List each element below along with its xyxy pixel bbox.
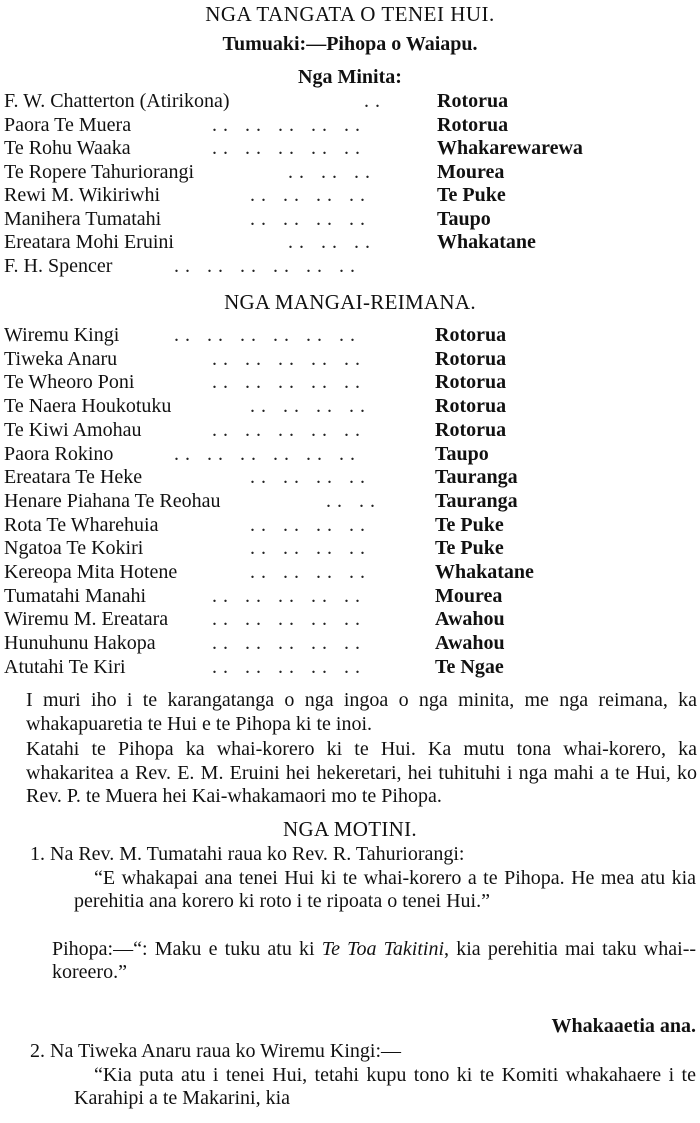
motions-heading: NGA MOTINI. (283, 817, 417, 841)
minister-place: Te Puke (437, 184, 506, 206)
minister-place: Rotorua (437, 113, 509, 136)
layman-row (0, 537, 700, 561)
motion-2-quote (74, 1064, 696, 1110)
layman-place: Tauranga (435, 466, 518, 489)
minister-name: F. W. Chatterton (Atirikona) (4, 90, 230, 112)
layman-leader-dots: .. .. .. .. (250, 537, 371, 560)
layman-row (0, 490, 700, 514)
layman-leader-dots: .. .. .. .. .. .. (174, 442, 361, 465)
layman-row (0, 632, 700, 656)
layman-name: Te Kiwi Amohau (4, 418, 142, 441)
layman-place: Tauranga (435, 489, 518, 512)
minister-row (0, 90, 700, 114)
layman-place: Rotorua (435, 371, 507, 394)
layman-leader-dots: .. .. .. .. .. (212, 655, 366, 678)
minister-row (0, 255, 700, 279)
layman-name: Paora Rokino (4, 442, 114, 465)
minister-leader-dots: .. .. .. (288, 160, 376, 183)
layman-leader-dots: .. .. .. .. .. .. (174, 324, 361, 346)
layman-row (0, 419, 700, 443)
layman-name: Rota Te Wharehuia (4, 513, 159, 536)
paragraph-address-text: Katahi te Pihopa ka whai-korero ki te Hui. Ka mutu tona whai-korero, ka whakaritea a Rev. E. M. Eruini hei hekeretari, hei tuhituhi i nga mahi a te Hui, ko Rev. P. te Muera hei Kai-whakamaori mo te Pihopa. (26, 738, 697, 807)
layman-place: Rotorua (435, 347, 507, 370)
minister-leader-dots: .. .. .. .. .. (212, 113, 366, 136)
layman-name: Ereatara Te Heke (4, 466, 143, 489)
minister-name: F. H. Spencer (4, 254, 113, 277)
motion-1-reply-suffix: , kia perehitia mai taku whai--koreero.” (52, 938, 697, 983)
layman-place: Taupo (435, 442, 489, 465)
paragraph-opening (4, 689, 697, 736)
minister-row (0, 137, 700, 161)
minister-name: Manihera Tumatahi (4, 207, 162, 230)
paragraph-address (4, 738, 697, 809)
layman-place: Te Puke (435, 513, 504, 536)
motion-2-quote-text: “Kia puta atu i tenei Hui, tetahi kupu tono ki te Komiti whakahaere i te Karahipi a te Makarini, kia (74, 1064, 696, 1109)
layman-name: Atutahi Te Kiri (4, 655, 126, 678)
motion-1-reply-publication: Te Toa Takitini (321, 938, 445, 960)
layman-row (0, 656, 700, 680)
layman-leader-dots: .. .. (326, 489, 381, 512)
minister-leader-dots: .. .. .. .. .. (212, 137, 366, 159)
minister-row (0, 208, 700, 232)
layman-place: Rotorua (435, 324, 507, 346)
minister-name: Te Ropere Tahuriorangi (4, 160, 195, 183)
layman-name: Kereopa Mita Hotene (4, 561, 178, 583)
minister-name: Te Rohu Waaka (4, 137, 131, 159)
layman-place: Awahou (435, 608, 505, 631)
layman-place: Te Puke (435, 537, 504, 560)
layman-leader-dots: .. .. .. .. .. (212, 418, 366, 441)
layman-name: Te Wheoro Poni (4, 371, 135, 394)
document-title: NGA TANGATA O TENEI HUI. (205, 2, 495, 26)
layman-leader-dots: .. .. .. .. (250, 561, 371, 583)
layman-leader-dots: .. .. .. .. (250, 466, 371, 489)
motion-1-reply (52, 938, 696, 984)
motion-1-quote (74, 867, 696, 913)
motion-1-result: Whakaaetia ana. (551, 1015, 696, 1037)
paragraph-opening-text: I muri iho i te karangatanga o nga ingoa o nga minita, me nga reimana, ka whakapuaretia te Hui e te Pihopa ki te inoi. (26, 689, 697, 735)
layman-leader-dots: .. .. .. .. .. (212, 371, 366, 394)
minister-leader-dots: .. .. .. .. .. .. (174, 254, 361, 277)
layman-name: Wiremu Kingi (4, 324, 120, 346)
layman-row (0, 608, 700, 632)
chair-line: Tumuaki:—Pihopa o Waiapu. (222, 33, 478, 55)
layman-row (0, 466, 700, 490)
layman-name: Ngatoa Te Kokiri (4, 537, 144, 560)
minister-leader-dots: .. (364, 90, 386, 112)
layman-leader-dots: .. .. .. .. .. (212, 608, 366, 631)
minister-place: Rotorua (437, 90, 509, 112)
layman-place: Awahou (435, 632, 505, 655)
layman-row (0, 371, 700, 395)
layman-row (0, 395, 700, 419)
minister-place: Whakarewarewa (437, 137, 583, 159)
minister-row (0, 114, 700, 138)
minister-leader-dots: .. .. .. .. (250, 184, 371, 206)
minister-name: Rewi M. Wikiriwhi (4, 184, 161, 206)
minister-name: Paora Te Muera (4, 113, 132, 136)
layman-place: Whakatane (435, 561, 534, 583)
layman-row (0, 348, 700, 372)
motion-2-mover: 2. Na Tiweka Anaru raua ko Wiremu Kingi:— (30, 1040, 401, 1062)
ministers-heading: Nga Minita: (298, 66, 402, 88)
layman-leader-dots: .. .. .. .. (250, 513, 371, 536)
layman-name: Te Naera Houkotuku (4, 395, 172, 418)
layman-row (0, 561, 700, 585)
layman-name: Henare Piahana Te Reohau (4, 489, 221, 512)
layman-name: Hunuhunu Hakopa (4, 632, 156, 655)
layman-place: Rotorua (435, 395, 507, 418)
minister-place: Mourea (437, 160, 505, 183)
layman-place: Te Ngae (435, 655, 504, 678)
motion-1-quote-text: “E whakapai ana tenei Hui ki te whai-korero a te Pihopa. He mea atu kia perehitia ana korero ki roto i te ripoata o tenei Hui.” (74, 867, 696, 912)
layman-row (0, 585, 700, 609)
layman-row (0, 324, 700, 348)
layman-name: Tiweka Anaru (4, 347, 118, 370)
minister-row (0, 184, 700, 208)
layman-leader-dots: .. .. .. .. (250, 395, 371, 418)
layman-row (0, 443, 700, 467)
laymen-heading: NGA MANGAI-REIMANA. (224, 290, 476, 314)
minister-row (0, 231, 700, 255)
layman-name: Wiremu M. Ereatara (4, 608, 169, 631)
minister-leader-dots: .. .. .. (288, 231, 376, 253)
minister-row (0, 161, 700, 185)
layman-place: Rotorua (435, 418, 507, 441)
motion-1-reply-prefix: Pihopa:—“: Maku e tuku atu ki (52, 938, 322, 960)
minister-name: Ereatara Mohi Eruini (4, 231, 174, 253)
minister-place: Taupo (437, 207, 491, 230)
layman-leader-dots: .. .. .. .. .. (212, 347, 366, 370)
layman-leader-dots: .. .. .. .. .. (212, 584, 366, 607)
layman-place: Mourea (435, 584, 503, 607)
layman-row (0, 514, 700, 538)
minister-place: Whakatane (437, 231, 536, 253)
motion-1-mover: 1. Na Rev. M. Tumatahi raua ko Rev. R. Tahuriorangi: (30, 843, 465, 865)
layman-leader-dots: .. .. .. .. .. (212, 632, 366, 655)
minister-leader-dots: .. .. .. .. (250, 207, 371, 230)
layman-name: Tumatahi Manahi (4, 584, 147, 607)
